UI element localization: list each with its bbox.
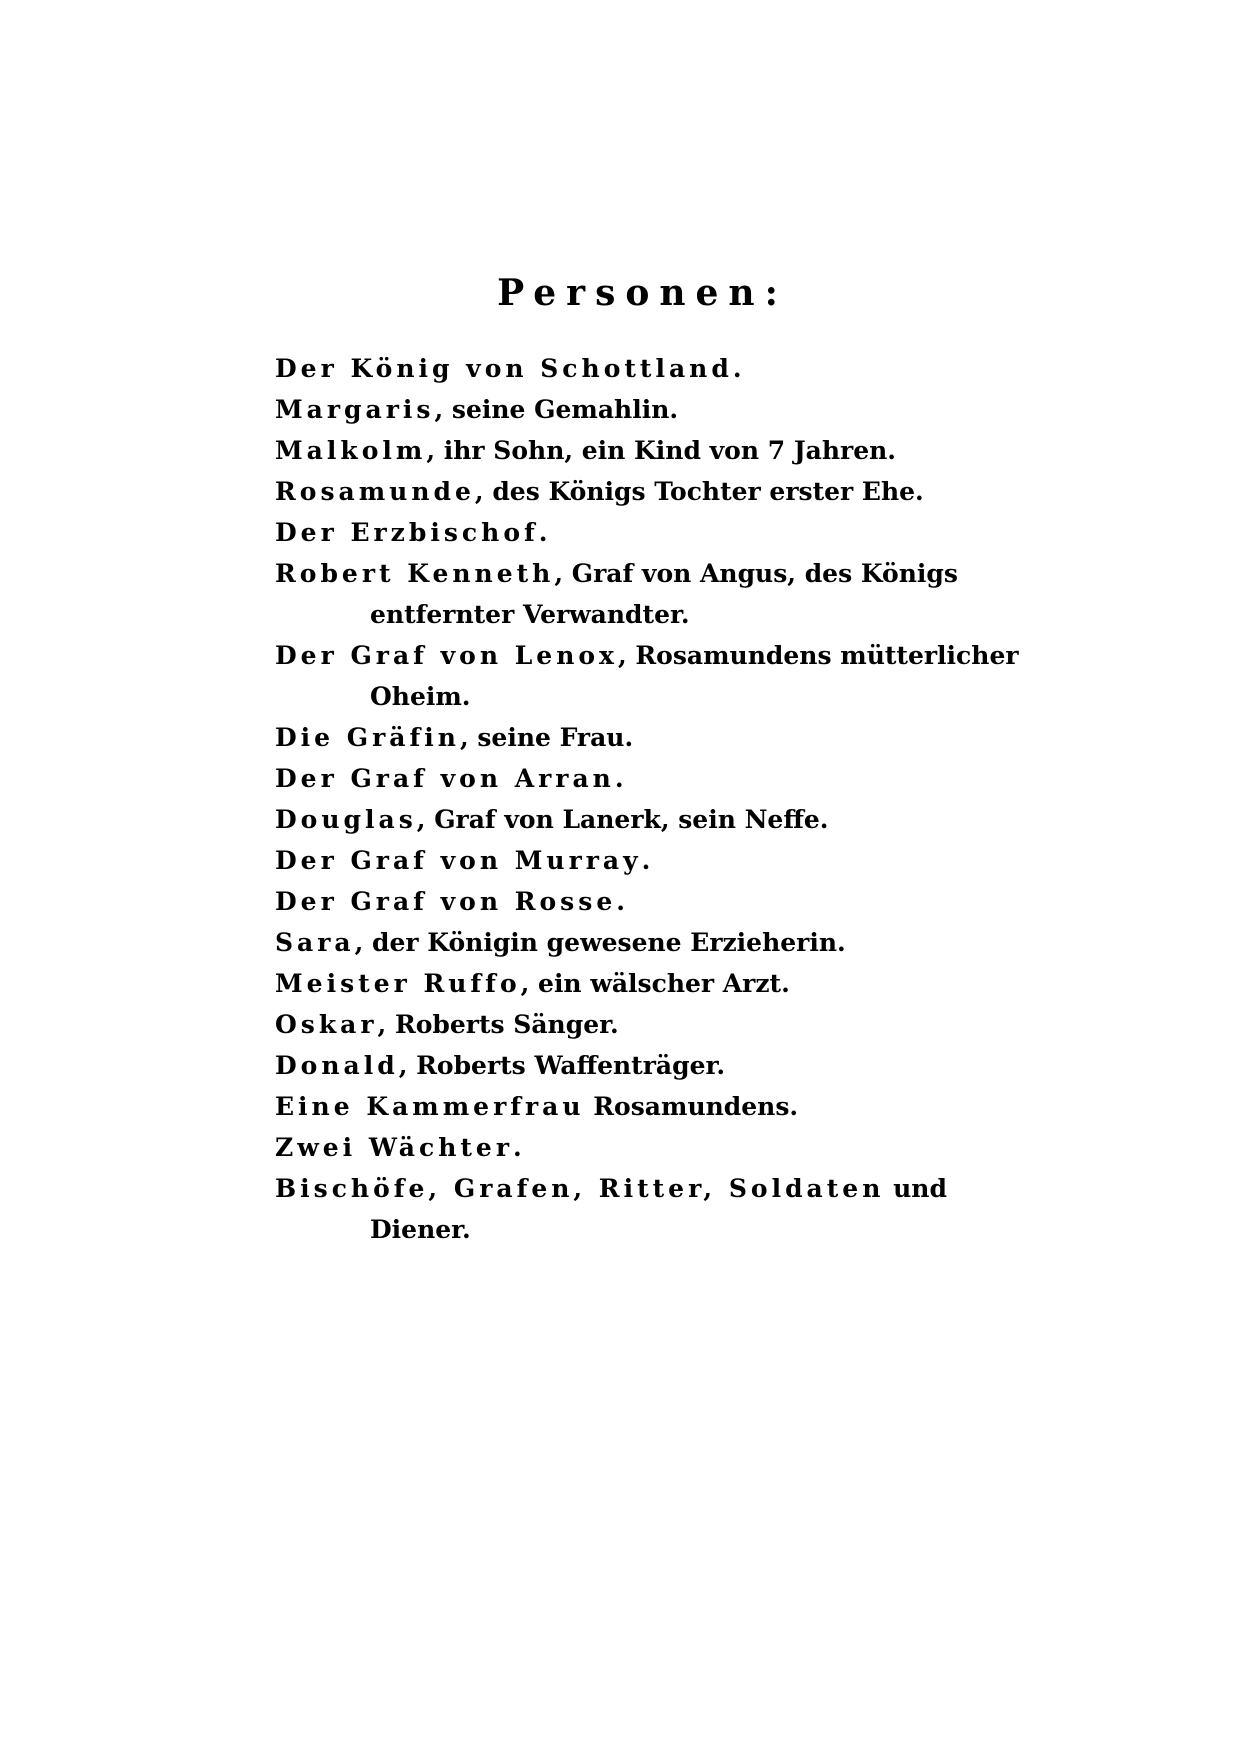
- cast-entry: [275, 471, 1020, 512]
- cast-entry: [275, 1086, 1020, 1127]
- cast-entry: [275, 430, 1020, 471]
- cast-description: , Rosamundens mütterlicher Oheim.: [370, 641, 1019, 711]
- cast-description: .: [641, 846, 651, 875]
- cast-name: Der Graf von Arran: [275, 764, 615, 793]
- cast-name: Malkolm: [275, 436, 427, 465]
- cast-name: Die Gräfin: [275, 723, 460, 752]
- cast-description: .: [732, 354, 742, 383]
- cast-name: Oskar: [275, 1010, 378, 1039]
- cast-entry: [275, 840, 1020, 881]
- cast-entry: [275, 1127, 1020, 1168]
- cast-description: , Roberts Sänger.: [377, 1010, 619, 1039]
- cast-name: Der Erzbischof: [275, 518, 539, 547]
- cast-entry: [275, 389, 1020, 430]
- cast-name: Sara: [275, 928, 355, 957]
- cast-description: , Roberts Waffenträger.: [398, 1051, 726, 1080]
- cast-name: Der Graf von Lenox: [275, 641, 618, 670]
- cast-entry: [275, 758, 1020, 799]
- cast-description: .: [616, 887, 625, 916]
- cast-description: und Diener.: [370, 1174, 947, 1244]
- cast-name: Der Graf von Murray: [275, 846, 642, 875]
- cast-entry: [275, 799, 1020, 840]
- cast-name: Douglas: [275, 805, 417, 834]
- cast-entry: [275, 1004, 1020, 1045]
- cast-name: Robert Kenneth: [275, 559, 555, 588]
- cast-description: , ihr Sohn, ein Kind von 7 Jahren.: [426, 436, 896, 465]
- cast-entry: [275, 553, 1020, 635]
- cast-description: .: [513, 1133, 522, 1162]
- cast-entry: [275, 512, 1020, 553]
- cast-description: , ein wälscher Arzt.: [520, 969, 790, 998]
- cast-name: Zwei Wächter: [275, 1133, 514, 1162]
- cast-entry: [275, 881, 1020, 922]
- cast-name: Der Graf von Rosse: [275, 887, 617, 916]
- cast-description: , seine Frau.: [459, 723, 634, 752]
- cast-name: Der König von Schottland: [275, 354, 733, 383]
- cast-entry: [275, 635, 1020, 717]
- cast-name: Rosamunde: [275, 477, 475, 506]
- cast-entry: [275, 348, 1020, 389]
- cast-entry: [275, 1045, 1020, 1086]
- cast-description: Rosamundens.: [584, 1092, 799, 1121]
- cast-name: Donald: [275, 1051, 399, 1080]
- cast-entry: [275, 922, 1020, 963]
- cast-name: Margaris: [275, 395, 435, 424]
- cast-entry: [275, 717, 1020, 758]
- cast-description: , des Königs Tochter erster Ehe.: [474, 477, 924, 506]
- cast-description: , seine Gemahlin.: [434, 395, 679, 424]
- cast-list: [275, 348, 1020, 1250]
- cast-name: Meister Ruffo: [275, 969, 521, 998]
- cast-description: .: [614, 764, 624, 793]
- cast-entry: [275, 963, 1020, 1004]
- page-title: Personen:: [497, 272, 788, 315]
- cast-description: , der Königin gewesene Erzieherin.: [354, 928, 846, 957]
- cast-description: , Graf von Angus, des Königs entfernter Verwandter.: [370, 559, 958, 629]
- cast-description: .: [538, 518, 548, 547]
- cast-description: , Graf von Lanerk, sein Neffe.: [416, 805, 829, 834]
- cast-name: Bischöfe, Grafen, Ritter, Soldaten: [275, 1174, 885, 1203]
- cast-entry: [275, 1168, 1020, 1250]
- cast-name: Eine Kammerfrau: [275, 1092, 585, 1121]
